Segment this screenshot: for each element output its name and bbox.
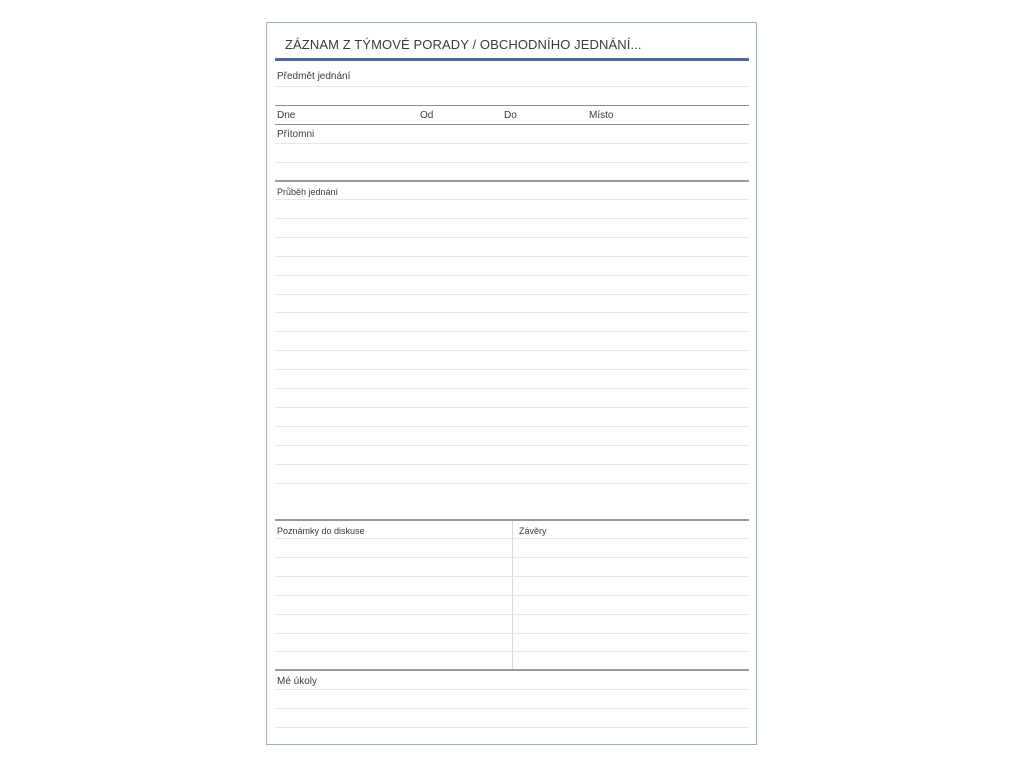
title-underline bbox=[275, 58, 749, 61]
notes-label: Poznámky do diskuse bbox=[277, 526, 365, 536]
proceedings-line-7[interactable] bbox=[275, 312, 749, 313]
tasks-label: Mé úkoly bbox=[277, 676, 318, 687]
proceedings-line-3[interactable] bbox=[275, 237, 749, 238]
proceedings-line-15[interactable] bbox=[275, 464, 749, 465]
notes-line-3[interactable] bbox=[275, 576, 749, 577]
proceedings-line-12[interactable] bbox=[275, 407, 749, 408]
proceedings-line-9[interactable] bbox=[275, 350, 749, 351]
notes-line-1[interactable] bbox=[275, 538, 749, 539]
notes-section-rule bbox=[275, 669, 749, 671]
notes-line-2[interactable] bbox=[275, 557, 749, 558]
proceedings-line-13[interactable] bbox=[275, 426, 749, 427]
notes-line-6[interactable] bbox=[275, 633, 749, 634]
proceedings-line-2[interactable] bbox=[275, 218, 749, 219]
attendees-label: Přítomni bbox=[277, 129, 315, 140]
proceedings-line-16[interactable] bbox=[275, 483, 749, 484]
proceedings-line-8[interactable] bbox=[275, 331, 749, 332]
proceedings-line-1[interactable] bbox=[275, 199, 749, 200]
tasks-line-3[interactable] bbox=[275, 727, 749, 728]
proceedings-line-10[interactable] bbox=[275, 369, 749, 370]
date-label: Dne bbox=[277, 110, 296, 121]
to-label: Do bbox=[504, 110, 517, 121]
notes-line-5[interactable] bbox=[275, 614, 749, 615]
proceedings-line-5[interactable] bbox=[275, 275, 749, 276]
place-label: Místo bbox=[589, 110, 614, 121]
notes-line-7[interactable] bbox=[275, 651, 749, 652]
from-label: Od bbox=[420, 110, 434, 121]
tasks-line-2[interactable] bbox=[275, 708, 749, 709]
form-sheet bbox=[266, 22, 757, 745]
attendees-section-rule bbox=[275, 180, 749, 182]
tasks-line-1[interactable] bbox=[275, 689, 749, 690]
proceedings-line-6[interactable] bbox=[275, 294, 749, 295]
date-row-line[interactable] bbox=[275, 124, 749, 125]
subject-label: Předmět jednání bbox=[277, 71, 351, 82]
proceedings-line-14[interactable] bbox=[275, 445, 749, 446]
attendees-line-2[interactable] bbox=[275, 162, 749, 163]
proceedings-line-4[interactable] bbox=[275, 256, 749, 257]
form-title: ZÁZNAM Z TÝMOVÉ PORADY / OBCHODNÍHO JEDNÁNÍ... bbox=[285, 37, 642, 52]
proceedings-label: Průběh jednání bbox=[277, 187, 339, 197]
proceedings-line-11[interactable] bbox=[275, 388, 749, 389]
subject-line-1[interactable] bbox=[275, 86, 749, 87]
conclusions-label: Závěry bbox=[519, 526, 547, 536]
subject-line-2[interactable] bbox=[275, 105, 749, 106]
notes-line-4[interactable] bbox=[275, 595, 749, 596]
attendees-line-1[interactable] bbox=[275, 143, 749, 144]
